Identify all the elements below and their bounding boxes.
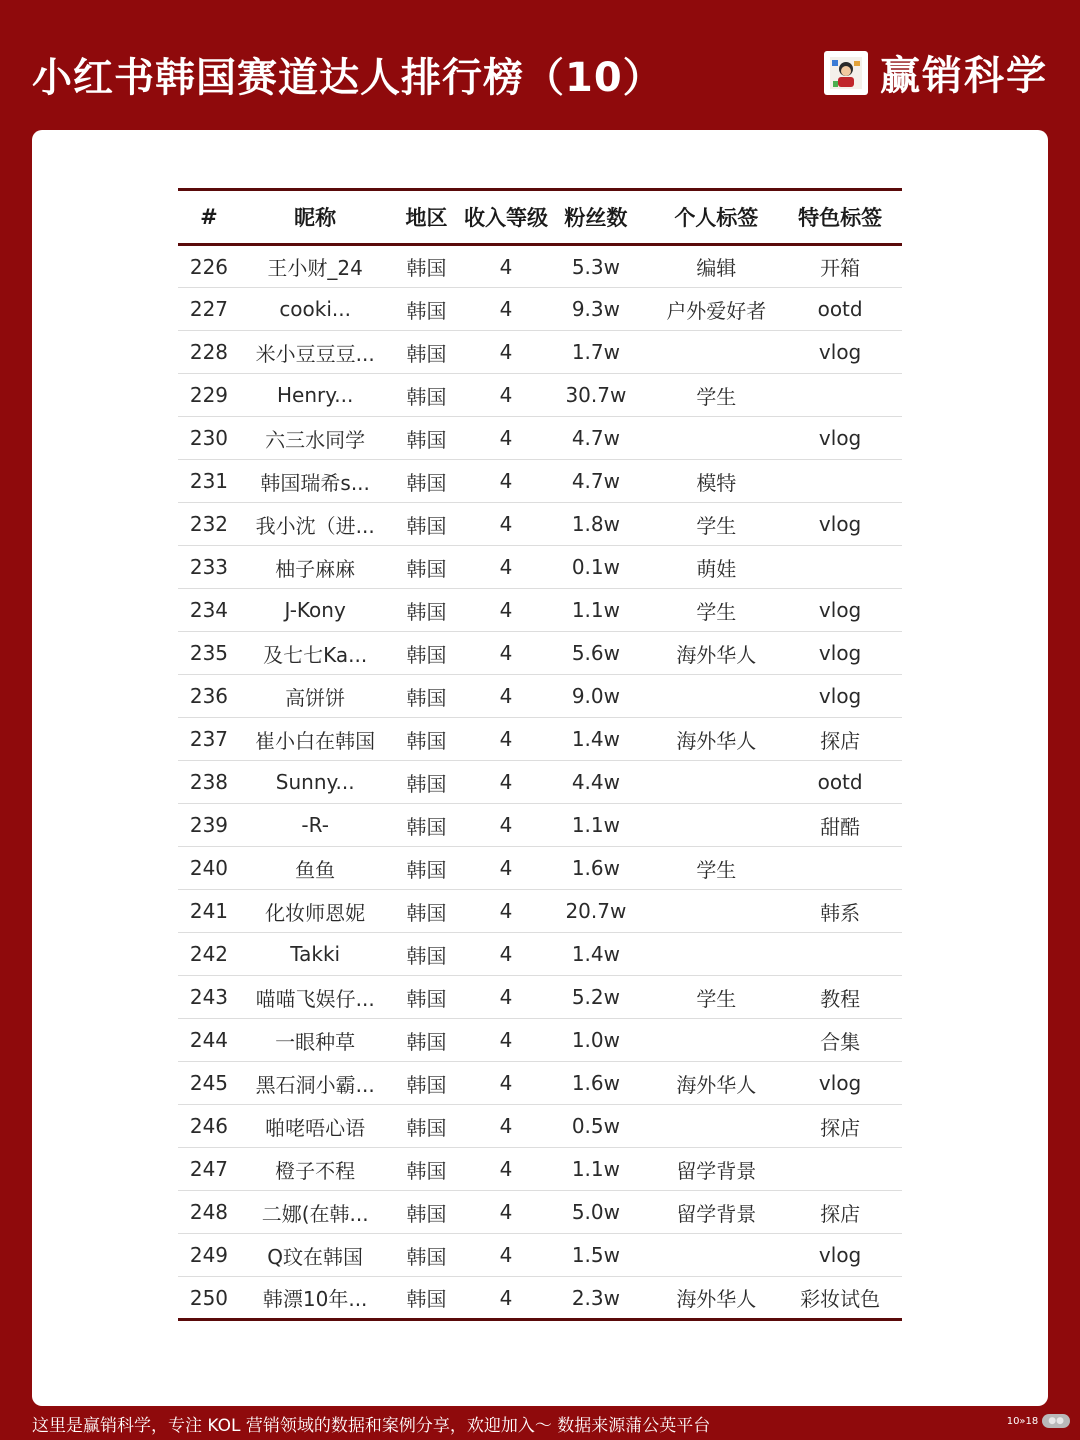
personal-tag-cell (654, 331, 778, 374)
feature-tag-cell (778, 546, 902, 589)
region-cell: 韩国 (390, 374, 462, 417)
region-cell: 韩国 (390, 1234, 462, 1277)
table-row (178, 675, 902, 718)
personal-tag-cell (654, 417, 778, 460)
feature-tag-cell: 探店 (778, 1105, 902, 1148)
personal-tag-cell: 海外华人 (654, 718, 778, 761)
income-level-cell: 4 (463, 976, 554, 1019)
personal-tag-cell: 萌娃 (654, 546, 778, 589)
region-cell: 韩国 (390, 761, 462, 804)
table-row (178, 1062, 902, 1105)
followers-cell: 1.8w (553, 503, 654, 546)
personal-tag-cell (654, 804, 778, 847)
followers-cell: 5.3w (553, 245, 654, 288)
income-level-cell: 4 (463, 1191, 554, 1234)
rank-cell: 231 (178, 460, 240, 503)
income-level-cell: 4 (463, 417, 554, 460)
region-cell: 韩国 (390, 1019, 462, 1062)
income-level-cell: 4 (463, 804, 554, 847)
personal-tag-cell (654, 1234, 778, 1277)
nickname-cell: 及七七Ka... (240, 632, 391, 675)
feature-tag-cell: 探店 (778, 1191, 902, 1234)
table-row (178, 374, 902, 417)
followers-cell: 1.6w (553, 847, 654, 890)
income-level-cell: 4 (463, 1277, 554, 1320)
nickname-cell: 六三水同学 (240, 417, 391, 460)
table-row (178, 804, 902, 847)
feature-tag-cell: 教程 (778, 976, 902, 1019)
income-level-cell: 4 (463, 245, 554, 288)
rank-cell: 238 (178, 761, 240, 804)
rank-cell: 233 (178, 546, 240, 589)
rank-cell: 241 (178, 890, 240, 933)
rank-cell: 246 (178, 1105, 240, 1148)
rank-cell: 227 (178, 288, 240, 331)
followers-cell: 1.0w (553, 1019, 654, 1062)
table-row (178, 632, 902, 675)
feature-tag-cell: vlog (778, 503, 902, 546)
nickname-cell: Takki (240, 933, 391, 976)
table-row (178, 1148, 902, 1191)
table-row (178, 890, 902, 933)
followers-cell: 5.2w (553, 976, 654, 1019)
personal-tag-cell (654, 675, 778, 718)
income-level-cell: 4 (463, 1105, 554, 1148)
rank-cell: 237 (178, 718, 240, 761)
nickname-cell: 柚子麻麻 (240, 546, 391, 589)
personal-tag-cell: 海外华人 (654, 632, 778, 675)
personal-tag-cell (654, 1019, 778, 1062)
nickname-cell: 啪咾唔心语 (240, 1105, 391, 1148)
personal-tag-cell: 学生 (654, 589, 778, 632)
region-cell: 韩国 (390, 460, 462, 503)
brand-logo-icon (824, 51, 868, 95)
income-level-cell: 4 (463, 288, 554, 331)
feature-tag-cell: ootd (778, 761, 902, 804)
feature-tag-cell (778, 847, 902, 890)
region-cell: 韩国 (390, 718, 462, 761)
feature-tag-cell: 韩系 (778, 890, 902, 933)
feature-tag-cell: 开箱 (778, 245, 902, 288)
table-row (178, 847, 902, 890)
personal-tag-cell: 编辑 (654, 245, 778, 288)
table-row (178, 1105, 902, 1148)
region-cell: 韩国 (390, 933, 462, 976)
table-body (178, 245, 902, 1320)
income-level-cell: 4 (463, 1019, 554, 1062)
income-level-cell: 4 (463, 933, 554, 976)
rank-cell: 250 (178, 1277, 240, 1320)
nickname-cell: Q玟在韩国 (240, 1234, 391, 1277)
personal-tag-cell (654, 933, 778, 976)
region-cell: 韩国 (390, 847, 462, 890)
followers-cell: 9.3w (553, 288, 654, 331)
feature-tag-cell: ootd (778, 288, 902, 331)
region-cell: 韩国 (390, 890, 462, 933)
table-row (178, 546, 902, 589)
page-indicator (1007, 1414, 1070, 1428)
rank-cell: 228 (178, 331, 240, 374)
region-cell: 韩国 (390, 589, 462, 632)
personal-tag-cell (654, 761, 778, 804)
feature-tag-cell: vlog (778, 589, 902, 632)
followers-cell: 4.7w (553, 460, 654, 503)
region-cell: 韩国 (390, 503, 462, 546)
rank-cell: 234 (178, 589, 240, 632)
rank-cell: 230 (178, 417, 240, 460)
followers-cell: 4.4w (553, 761, 654, 804)
region-cell: 韩国 (390, 1148, 462, 1191)
followers-cell: 1.4w (553, 933, 654, 976)
table-row (178, 288, 902, 331)
feature-tag-cell: vlog (778, 632, 902, 675)
region-cell: 韩国 (390, 245, 462, 288)
followers-cell: 1.1w (553, 804, 654, 847)
region-cell: 韩国 (390, 417, 462, 460)
feature-tag-cell: 彩妆试色 (778, 1277, 902, 1320)
rank-cell: 243 (178, 976, 240, 1019)
brand-name: 赢销科学 (880, 53, 1048, 99)
table-row (178, 761, 902, 804)
region-cell: 韩国 (390, 1191, 462, 1234)
nickname-cell: 鱼鱼 (240, 847, 391, 890)
followers-cell: 9.0w (553, 675, 654, 718)
rank-cell: 249 (178, 1234, 240, 1277)
followers-cell: 1.1w (553, 589, 654, 632)
nickname-cell: 韩漂10年... (240, 1277, 391, 1320)
followers-cell: 0.1w (553, 546, 654, 589)
income-level-cell: 4 (463, 374, 554, 417)
followers-cell: 5.0w (553, 1191, 654, 1234)
feature-tag-cell: vlog (778, 331, 902, 374)
personal-tag-cell (654, 890, 778, 933)
feature-tag-cell: vlog (778, 417, 902, 460)
nickname-cell: -R- (240, 804, 391, 847)
followers-cell: 1.6w (553, 1062, 654, 1105)
personal-tag-cell: 学生 (654, 374, 778, 417)
personal-tag-cell: 海外华人 (654, 1062, 778, 1105)
table-row (178, 1019, 902, 1062)
nickname-cell: 橙子不程 (240, 1148, 391, 1191)
rank-cell: 240 (178, 847, 240, 890)
rank-cell: 247 (178, 1148, 240, 1191)
followers-cell: 30.7w (553, 374, 654, 417)
nickname-cell: Sunny... (240, 761, 391, 804)
income-level-cell: 4 (463, 1148, 554, 1191)
column-header-followers: 粉丝数 (564, 206, 628, 230)
followers-cell: 1.5w (553, 1234, 654, 1277)
table-row (178, 245, 902, 288)
nickname-cell: 米小豆豆豆... (240, 331, 391, 374)
region-cell: 韩国 (390, 331, 462, 374)
region-cell: 韩国 (390, 546, 462, 589)
followers-cell: 1.7w (553, 331, 654, 374)
rank-cell: 239 (178, 804, 240, 847)
income-level-cell: 4 (463, 589, 554, 632)
income-level-cell: 4 (463, 847, 554, 890)
feature-tag-cell (778, 374, 902, 417)
followers-cell: 20.7w (553, 890, 654, 933)
feature-tag-cell (778, 1148, 902, 1191)
column-header-rank: # (200, 205, 218, 229)
table-row (178, 1234, 902, 1277)
feature-tag-cell: 合集 (778, 1019, 902, 1062)
nickname-cell: Henry... (240, 374, 391, 417)
region-cell: 韩国 (390, 1277, 462, 1320)
rank-cell: 235 (178, 632, 240, 675)
income-level-cell: 4 (463, 503, 554, 546)
page-number: 10»18 (1006, 1415, 1039, 1427)
footer-text: 这里是赢销科学，专注 KOL 营销领域的数据和案例分享，欢迎加入～ 数据来源蒲公英平台 (32, 1416, 711, 1436)
column-header-feature-tag: 特色标签 (798, 206, 883, 230)
income-level-cell: 4 (463, 718, 554, 761)
nickname-cell: 韩国瑞希s... (240, 460, 391, 503)
income-level-cell: 4 (463, 761, 554, 804)
nickname-cell: 崔小白在韩国 (240, 718, 391, 761)
region-cell: 韩国 (390, 675, 462, 718)
rank-cell: 226 (178, 245, 240, 288)
table-row (178, 331, 902, 374)
personal-tag-cell: 海外华人 (654, 1277, 778, 1320)
column-header-personal-tag: 个人标签 (674, 206, 759, 230)
rank-cell: 245 (178, 1062, 240, 1105)
page-title: 小红书韩国赛道达人排行榜（10） (32, 55, 664, 101)
table-row (178, 933, 902, 976)
income-level-cell: 4 (463, 632, 554, 675)
feature-tag-cell: vlog (778, 675, 902, 718)
nickname-cell: 一眼种草 (240, 1019, 391, 1062)
ranking-table (178, 188, 902, 1321)
rank-cell: 232 (178, 503, 240, 546)
region-cell: 韩国 (390, 1062, 462, 1105)
income-level-cell: 4 (463, 675, 554, 718)
nickname-cell: 喵喵飞娱仔... (240, 976, 391, 1019)
feature-tag-cell (778, 460, 902, 503)
followers-cell: 1.1w (553, 1148, 654, 1191)
nickname-cell: 高饼饼 (240, 675, 391, 718)
nickname-cell: 化妆师恩妮 (240, 890, 391, 933)
table-header-row (178, 190, 902, 245)
rank-cell: 236 (178, 675, 240, 718)
table-row (178, 976, 902, 1019)
income-level-cell: 4 (463, 1062, 554, 1105)
table-row (178, 503, 902, 546)
income-level-cell: 4 (463, 1234, 554, 1277)
followers-cell: 1.4w (553, 718, 654, 761)
column-header-region: 地区 (405, 206, 448, 230)
followers-cell: 4.7w (553, 417, 654, 460)
income-level-cell: 4 (463, 331, 554, 374)
followers-cell: 5.6w (553, 632, 654, 675)
table-row (178, 417, 902, 460)
column-header-income-level: 收入等级 (464, 206, 548, 230)
content-card (32, 130, 1048, 1406)
personal-tag-cell: 留学背景 (654, 1148, 778, 1191)
brand (824, 44, 1048, 101)
table-row (178, 718, 902, 761)
nickname-cell: 黑石洞小霸... (240, 1062, 391, 1105)
region-cell: 韩国 (390, 632, 462, 675)
region-cell: 韩国 (390, 288, 462, 331)
region-cell: 韩国 (390, 804, 462, 847)
feature-tag-cell: vlog (778, 1062, 902, 1105)
rank-cell: 242 (178, 933, 240, 976)
nickname-cell: 二娜(在韩... (240, 1191, 391, 1234)
personal-tag-cell (654, 1105, 778, 1148)
personal-tag-cell: 学生 (654, 847, 778, 890)
rank-cell: 229 (178, 374, 240, 417)
personal-tag-cell: 学生 (654, 503, 778, 546)
table-row (178, 1191, 902, 1234)
feature-tag-cell (778, 933, 902, 976)
nickname-cell: cooki... (240, 288, 391, 331)
table-row (178, 460, 902, 503)
income-level-cell: 4 (463, 460, 554, 503)
nickname-cell: 王小财_24 (240, 245, 391, 288)
rank-cell: 248 (178, 1191, 240, 1234)
personal-tag-cell: 留学背景 (654, 1191, 778, 1234)
personal-tag-cell: 户外爱好者 (654, 288, 778, 331)
personal-tag-cell: 模特 (654, 460, 778, 503)
column-header-nickname: 昵称 (294, 206, 337, 230)
page-pill-icon: ●● (1042, 1414, 1070, 1428)
nickname-cell: J-Kony (240, 589, 391, 632)
table-row (178, 589, 902, 632)
region-cell: 韩国 (390, 976, 462, 1019)
nickname-cell: 我小沈（进... (240, 503, 391, 546)
feature-tag-cell: 探店 (778, 718, 902, 761)
followers-cell: 2.3w (553, 1277, 654, 1320)
income-level-cell: 4 (463, 546, 554, 589)
feature-tag-cell: vlog (778, 1234, 902, 1277)
income-level-cell: 4 (463, 890, 554, 933)
rank-cell: 244 (178, 1019, 240, 1062)
personal-tag-cell: 学生 (654, 976, 778, 1019)
region-cell: 韩国 (390, 1105, 462, 1148)
table-row (178, 1277, 902, 1320)
followers-cell: 0.5w (553, 1105, 654, 1148)
feature-tag-cell: 甜酷 (778, 804, 902, 847)
